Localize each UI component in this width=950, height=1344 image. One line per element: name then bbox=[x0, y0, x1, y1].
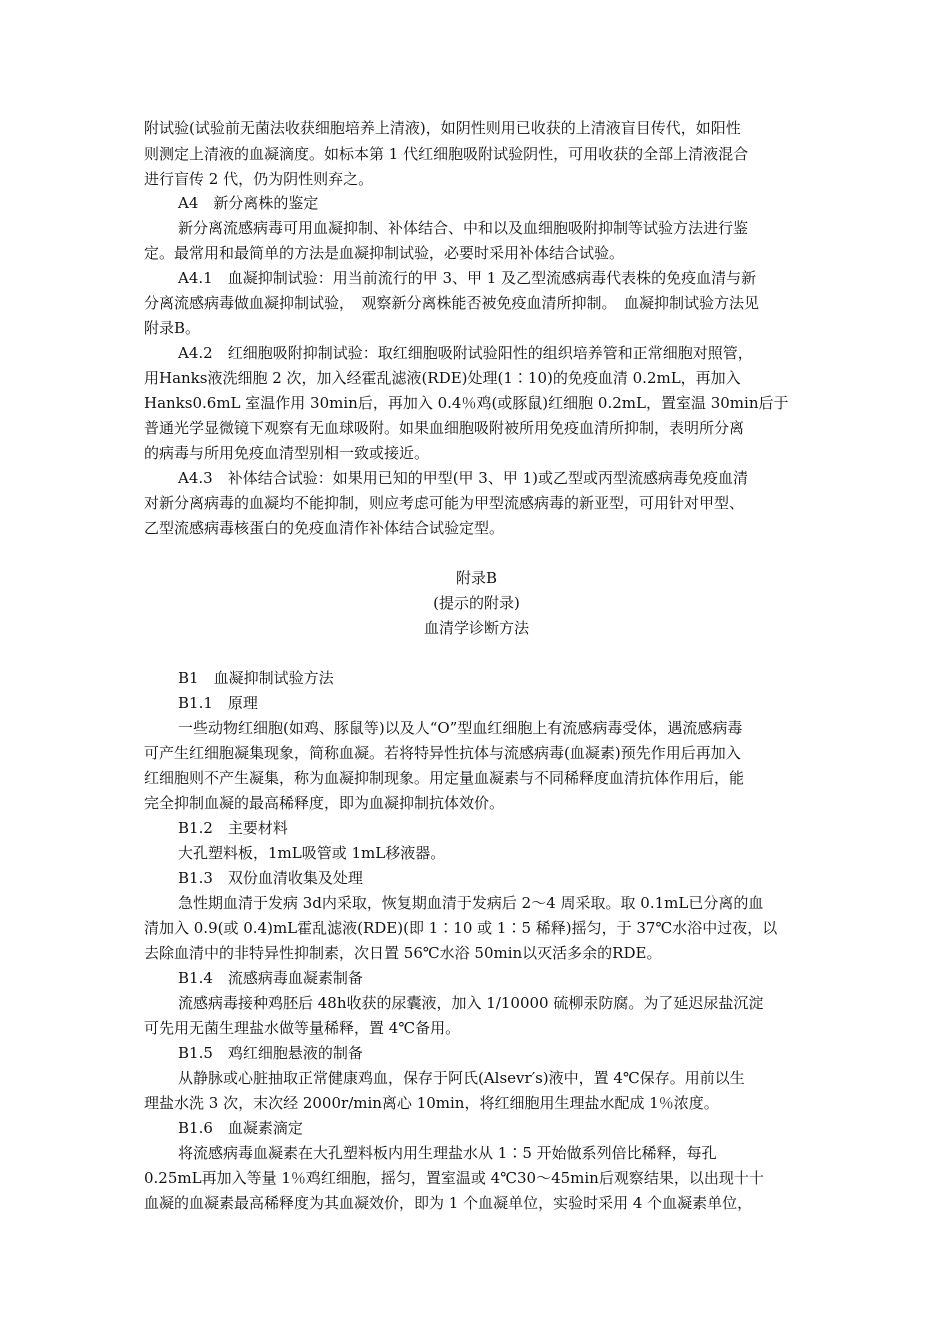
section-heading: B1.3 双份血清收集及处理 bbox=[178, 869, 363, 887]
section-heading: B1.6 血凝素滴定 bbox=[178, 1119, 303, 1137]
text-line: 急性期血清于发病 3d内采取，恢复期血清于发病后 2～4 周采取。取 0.1mL已分离的血 bbox=[178, 894, 764, 912]
text-line: 流感病毒接种鸡胚后 48h收获的尿囊液，加入 1/10000 硫柳汞防腐。为了延迟尿盐沉淀 bbox=[178, 994, 764, 1012]
text-line: 0.25mL再加入等量 1％鸡红细胞，摇匀，置室温或 4℃30～45min后观察结果，以出现十十 bbox=[144, 1169, 764, 1187]
text-line: 完全抑制血凝的最高稀释度，即为血凝抑制抗体效价。 bbox=[144, 794, 505, 812]
text-line: 定。最常用和最简单的方法是血凝抑制试验，必要时采用补体结合试验。 bbox=[144, 244, 625, 262]
section-heading: B1.5 鸡红细胞悬液的制备 bbox=[178, 1044, 363, 1062]
section-heading: B1.4 流感病毒血凝素制备 bbox=[178, 969, 363, 987]
text-line: 清加入 0.9(或 0.4)mL霍乱滤液(RDE)(即 1∶10 或 1∶5 稀释)摇匀，于 37℃水浴中过夜，以 bbox=[144, 919, 778, 937]
text-line: Hanks0.6mL 室温作用 30min后，再加入 0.4％鸡(或豚鼠)红细胞 0.2mL，置室温 30min后于 bbox=[144, 394, 789, 412]
text-line: 用Hanks液洗细胞 2 次，加入经霍乱滤液(RDE)处理(1∶10)的免疫血清 0.2mL，再加入 bbox=[144, 369, 741, 387]
text-line: 乙型流感病毒核蛋白的免疫血清作补体结合试验定型。 bbox=[144, 519, 505, 537]
text-line: 去除血清中的非特异性抑制素，次日置 56℃水浴 50min以灭活多余的RDE。 bbox=[144, 944, 662, 962]
text-line: 理盐水洗 3 次，末次经 2000r/min离心 10min，将红细胞用生理盐水配成 1％浓度。 bbox=[144, 1094, 719, 1112]
appendix-heading: 血清学诊断方法 bbox=[423, 619, 529, 637]
text-line: A4.3 补体结合试验：如果用已知的甲型(甲 3、甲 1)或乙型或丙型流感病毒免疫血清 bbox=[178, 469, 749, 487]
text-line: 将流感病毒血凝素在大孔塑料板内用生理盐水从 1∶5 开始做系列倍比稀释，每孔 bbox=[178, 1144, 717, 1162]
text-line: A4.1 血凝抑制试验：用当前流行的甲 3、甲 1 及乙型流感病毒代表株的免疫血清与新 bbox=[178, 269, 757, 287]
section-heading: B1.2 主要材料 bbox=[178, 819, 288, 837]
section-heading: B1.1 原理 bbox=[178, 694, 258, 712]
text-line: A4.2 红细胞吸附抑制试验：取红细胞吸附试验阳性的组织培养管和正常细胞对照管， bbox=[178, 344, 753, 362]
text-line: 的病毒与所用免疫血清型别相一致或接近。 bbox=[144, 444, 430, 462]
appendix-subtitle: (提示的附录) bbox=[433, 594, 520, 612]
text-line: 进行盲传 2 代，仍为阴性则弃之。 bbox=[144, 170, 374, 188]
section-heading: A4 新分离株的鉴定 bbox=[178, 194, 319, 212]
text-line: 可先用无菌生理盐水做等量稀释，置 4℃备用。 bbox=[144, 1019, 461, 1037]
appendix-title: 附录B bbox=[455, 569, 498, 587]
text-line: 新分离流感病毒可用血凝抑制、补体结合、中和以及血细胞吸附抑制等试验方法进行鉴 bbox=[178, 219, 749, 237]
text-line: 附录B。 bbox=[144, 319, 201, 337]
section-heading: B1 血凝抑制试验方法 bbox=[178, 669, 334, 687]
text-line: 从静脉或心脏抽取正常健康鸡血，保存于阿氏(Alsevr′s)液中，置 4℃保存。用前以生 bbox=[178, 1069, 745, 1087]
text-line: 对新分离病毒的血凝均不能抑制，则应考虑可能为甲型流感病毒的新亚型，可用针对甲型、 bbox=[144, 494, 745, 512]
text-line: 分离流感病毒做血凝抑制试验， 观察新分离株能否被免疫血清所抑制。 血凝抑制试验方法见 bbox=[144, 294, 760, 312]
text-line: 附试验(试验前无菌法收获细胞培养上清液)，如阴性则用已收获的上清液盲目传代，如阳性 bbox=[144, 119, 741, 137]
text-line: 则测定上清液的血凝滴度。如标本第 1 代红细胞吸附试验阴性，可用收获的全部上清液混合 bbox=[144, 145, 749, 163]
text-line: 一些动物红细胞(如鸡、豚鼠等)以及人“O”型血红细胞上有流感病毒受体，遇流感病毒 bbox=[178, 719, 743, 737]
text-line: 普通光学显微镜下观察有无血球吸附。如果血细胞吸附被所用免疫血清所抑制，表明所分离 bbox=[144, 419, 745, 437]
text-line: 可产生红细胞凝集现象，简称血凝。若将特异性抗体与流感病毒(血凝素)预先作用后再加入 bbox=[144, 744, 741, 762]
text-line: 血凝的血凝素最高稀释度为其血凝效价，即为 1 个血凝单位，实验时采用 4 个血凝素单位， bbox=[144, 1194, 753, 1212]
text-line: 红细胞则不产生凝集，称为血凝抑制现象。用定量血凝素与不同稀释度血清抗体作用后，能 bbox=[144, 769, 745, 787]
text-line: 大孔塑料板，1mL吸管或 1mL移液器。 bbox=[178, 844, 446, 862]
